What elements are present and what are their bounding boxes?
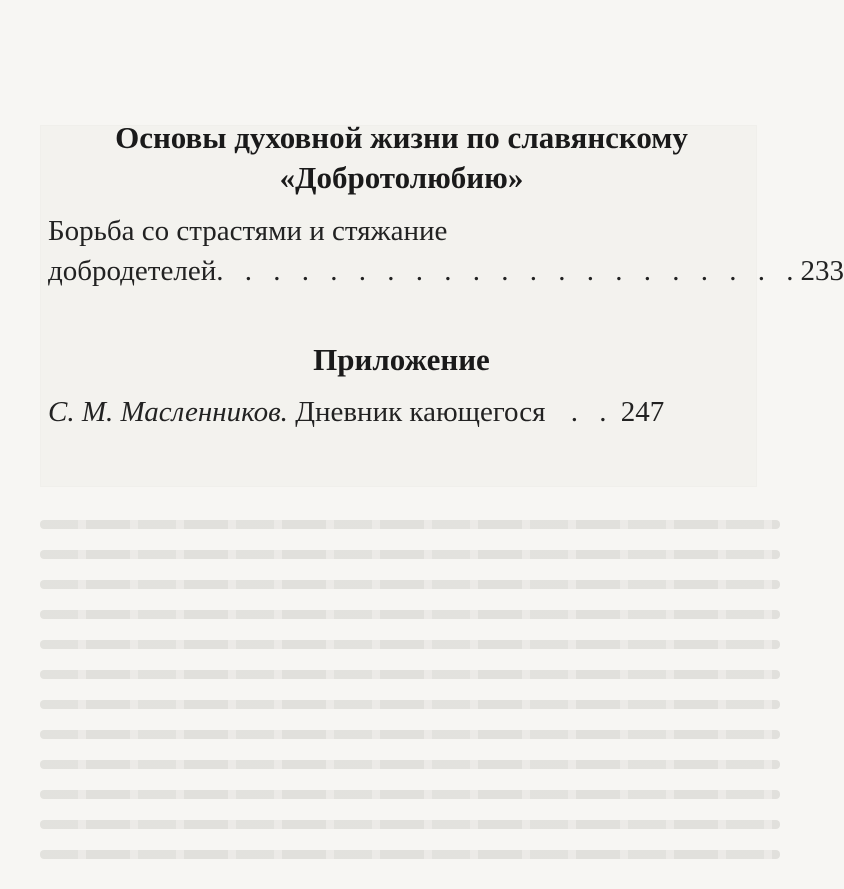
dot-leader: . . . . . . . . . . . . . . . . . . . . .: [216, 255, 801, 287]
toc-entry-text-line1: Борьба со страстями и стяжание: [48, 215, 448, 247]
entry-title: Дневник кающегося: [295, 396, 546, 428]
appendix-title: Приложение: [313, 342, 490, 377]
toc-entry-text-line2: добродетелей: [48, 255, 217, 287]
appendix-entry: [48, 393, 664, 431]
dot-leader: . .: [570, 396, 614, 428]
page-number: 233: [800, 255, 844, 287]
page-number: 247: [620, 396, 665, 428]
entry-author: С. М. Масленников.: [48, 396, 288, 428]
section-title-line2: «Добротолюбию»: [279, 160, 524, 195]
section-title-line1: Основы духовной жизни по славянскому: [115, 120, 688, 155]
bleed-through-text: [40, 520, 780, 889]
toc-entry-line2: [48, 252, 844, 290]
